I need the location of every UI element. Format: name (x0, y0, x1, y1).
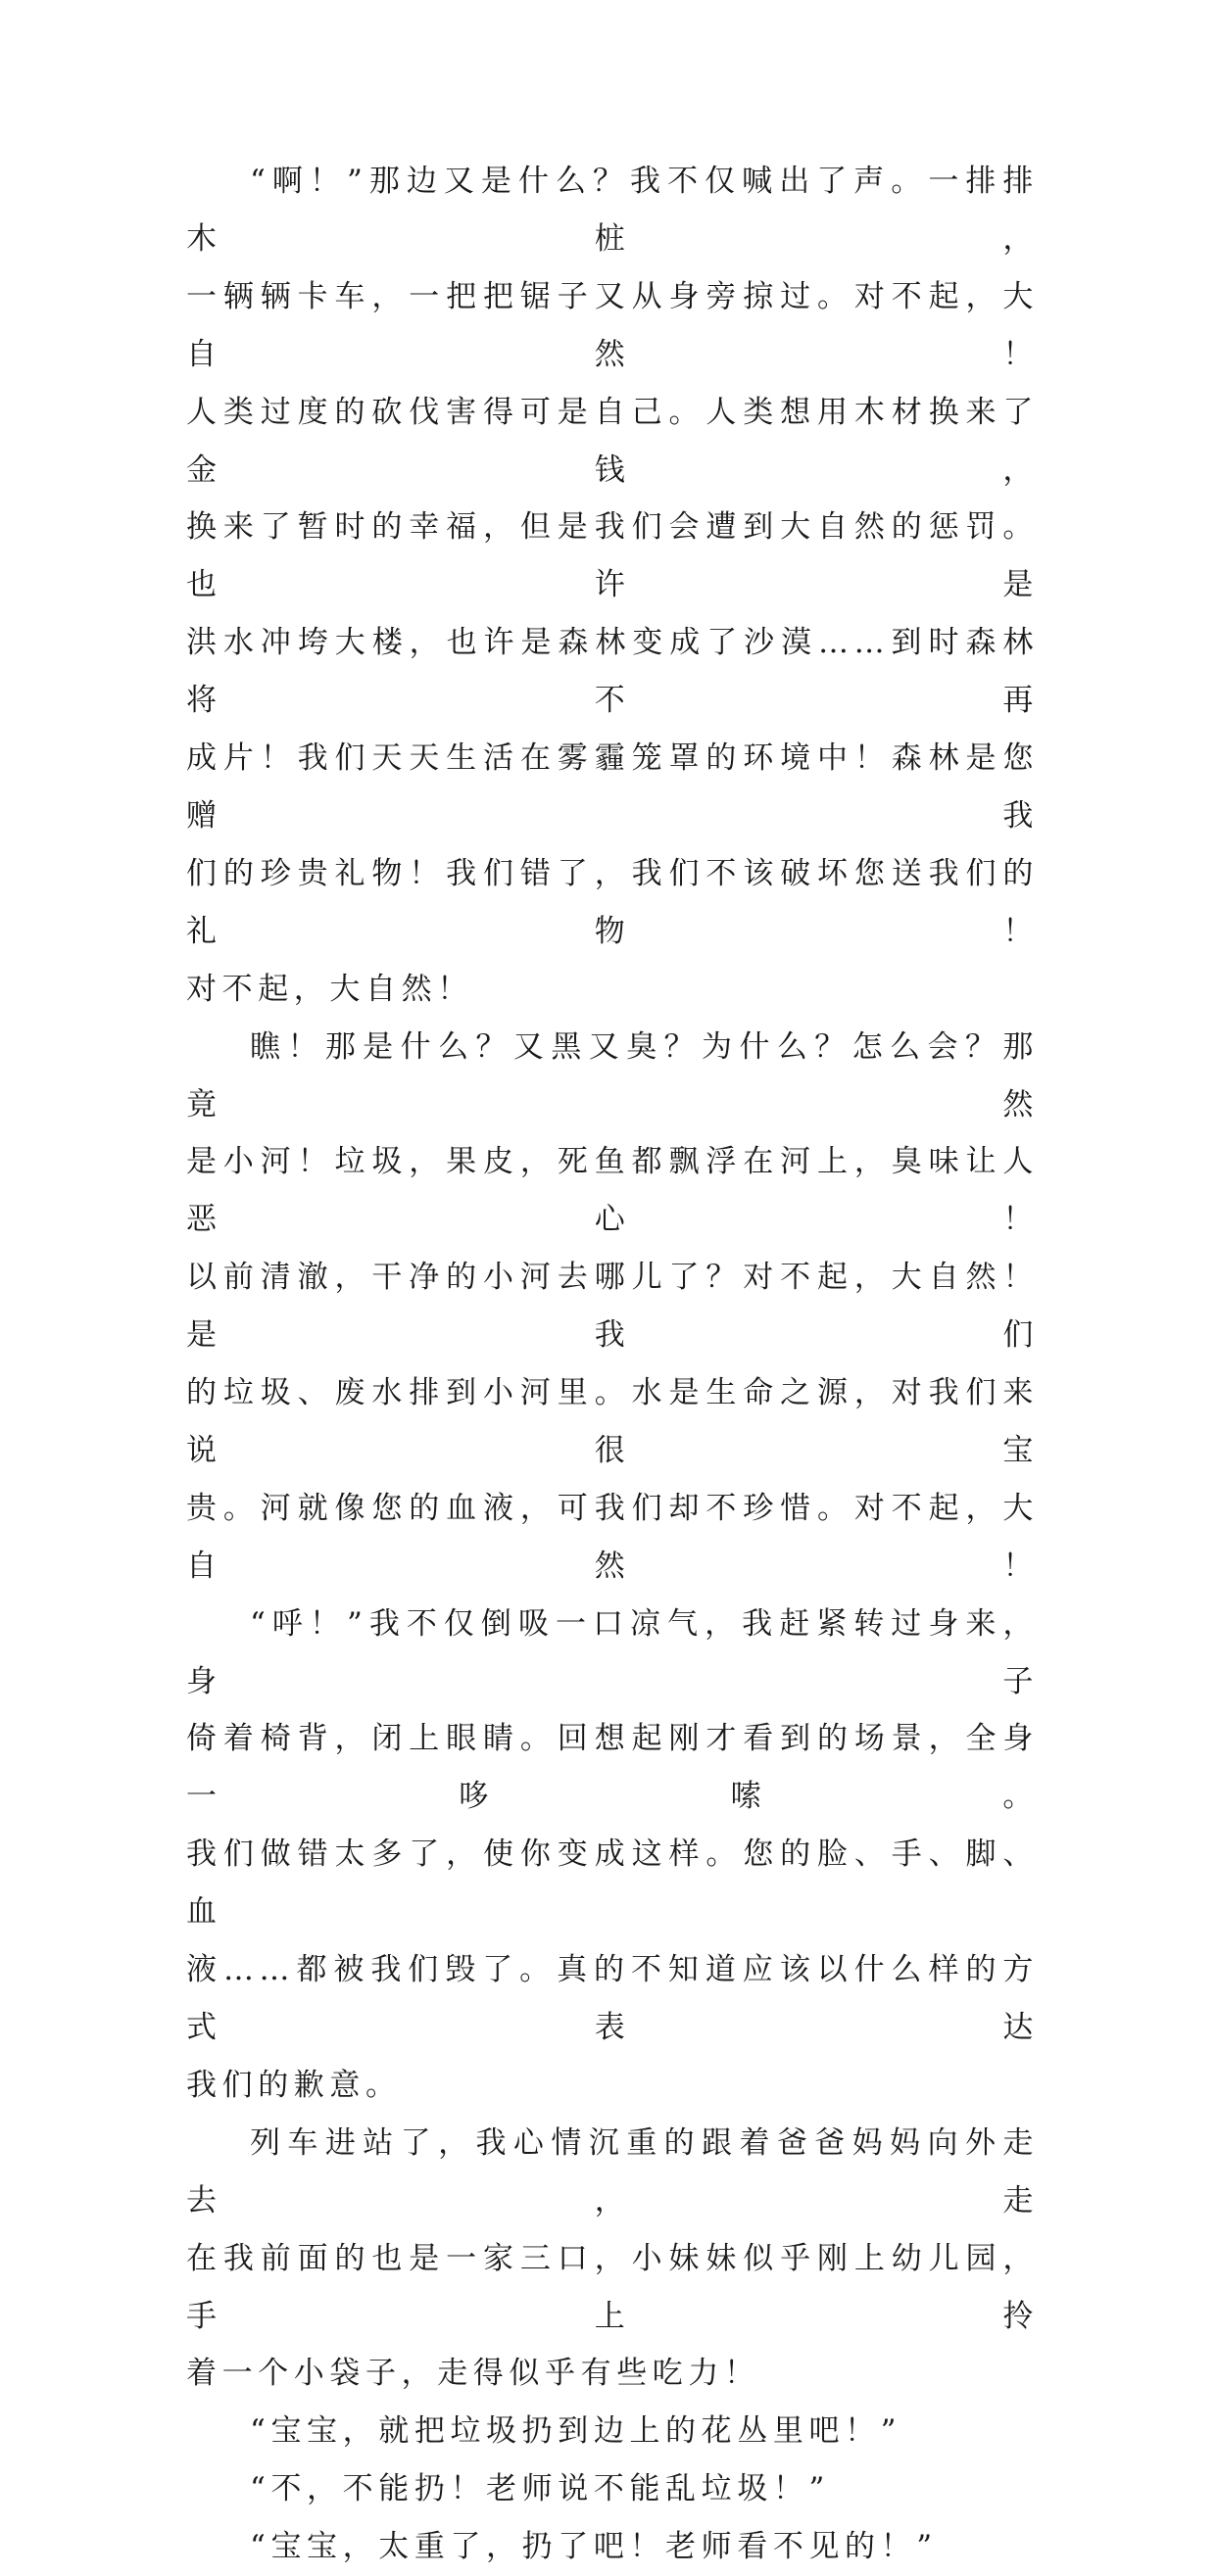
text-line: 在我前面的也是一家三口，小妹妹似乎刚上幼儿园，手上拎 (186, 2240, 1039, 2334)
text-line: 贵。河就像您的血液，可我们却不珍惜。对不起，大自然！ (186, 1490, 1039, 1584)
paragraph-6 (186, 2460, 1039, 2518)
text-line: “宝宝，就把垃圾扔到边上的花丛里吧！” (250, 2413, 902, 2450)
text-line: 是小河！垃圾，果皮，死鱼都飘浮在河上，臭味让人恶心！ (186, 1144, 1039, 1238)
paragraph-4 (186, 2115, 1039, 2404)
text-line: 成片！我们天天生活在雾霾笼罩的环境中！森林是您赠我 (186, 740, 1039, 834)
text-line: 着一个小袋子，走得似乎有些吃力！ (186, 2356, 760, 2392)
text-line: “呼！”我不仅倒吸一口凉气，我赶紧转过身来，身子 (186, 1605, 1039, 1699)
text-line: 列车进站了，我心情沉重的跟着爸爸妈妈向外走去，走 (186, 2124, 1039, 2218)
text-line: 们的珍贵礼物！我们错了，我们不该破坏您送我们的礼物！ (186, 855, 1039, 949)
paragraph-7 (186, 2518, 1039, 2576)
text-line: “宝宝，太重了，扔了吧！老师看不见的！” (250, 2529, 938, 2565)
text-line: 人类过度的砍伐害得可是自己。人类想用木材换来了金钱， (186, 394, 1039, 488)
text-line: 瞧！那是什么？又黑又臭？为什么？怎么会？那竟然 (186, 1028, 1039, 1122)
text-line: 换来了暂时的幸福，但是我们会遭到大自然的惩罚。也许是 (186, 509, 1039, 603)
text-line: “啊！”那边又是什么？我不仅喊出了声。一排排木桩， (186, 164, 1039, 257)
document-body (186, 153, 1039, 2576)
text-line: 以前清澈，干净的小河去哪儿了？对不起，大自然！是我们 (186, 1260, 1039, 1354)
text-line: 的垃圾、废水排到小河里。水是生命之源，对我们来说很宝 (186, 1375, 1039, 1468)
paragraph-5 (186, 2403, 1039, 2460)
text-line: 液……都被我们毁了。真的不知道应该以什么样的方式表达 (186, 1952, 1039, 2045)
text-line: 我们的歉意。 (186, 2067, 402, 2103)
paragraph-1 (186, 153, 1039, 1019)
text-line: 一辆辆卡车，一把把锯子又从身旁掠过。对不起，大自然！ (186, 278, 1039, 372)
text-line: “不，不能扔！老师说不能乱垃圾！” (250, 2471, 830, 2507)
paragraph-3 (186, 1596, 1039, 2115)
text-line: 对不起，大自然！ (186, 971, 473, 1007)
text-line: 倚着椅背，闭上眼睛。回想起刚才看到的场景，全身一哆嗦。 (186, 1721, 1039, 1815)
paragraph-2 (186, 1019, 1039, 1596)
text-line: 洪水冲垮大楼，也许是森林变成了沙漠……到时森林将不再 (186, 625, 1039, 719)
text-line: 我们做错太多了，使你变成这样。您的脸、手、脚、血 (186, 1837, 1039, 1931)
